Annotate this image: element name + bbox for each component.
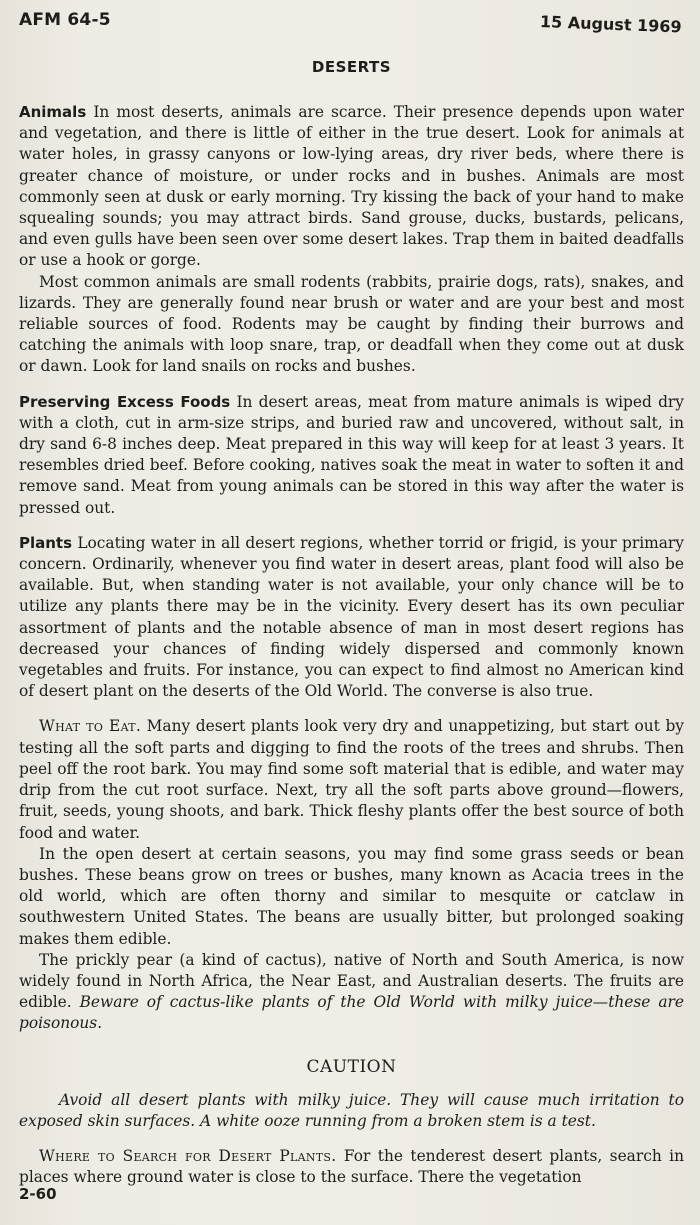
publication-date: 15 August 1969 [539,12,683,37]
preserving-heading: Preserving Excess Foods [19,392,231,411]
caution-heading: CAUTION [306,1056,397,1077]
caution-text: Avoid all desert plants with milky juice. They will cause much irritation to exposed skin surfaces. A white ooze running from a broken stem is a test. [19,1090,684,1130]
page-number: 2-60 [19,1185,57,1203]
what-to-eat-paragraph [19,716,684,843]
animals-paragraph [19,102,684,272]
prickly-pear-paragraph [19,950,684,1035]
where-to-search-text: For the tenderest desert plants, search in places where ground water is close to the surface. There the vegetation [19,1147,684,1187]
body-text [19,102,684,1189]
page-header [19,6,684,46]
where-to-search-paragraph [19,1146,684,1188]
prickly-pear-warning: Beware of cactus-like plants of the Old World with milky juice—these are poisonous. [19,993,684,1033]
preserving-paragraph [19,392,684,519]
grass-seeds-paragraph: In the open desert at certain seasons, you may find some grass seeds or bean bushes. These beans grow on trees or bushes, many known as Acacia trees in the old world, which are often thorny and similar to mesquite or catclaw in southwestern United States. The beans are usually bitter, but prolonged soaking makes them edible. [19,844,684,948]
animals-text: In most deserts, animals are scarce. Their presence depends upon water and vegetation, and there is little of either in the true desert. Look for animals at water holes, in grassy canyons or low-lying areas, dry river beds, where there is greater chance of moisture, or under rocks and in bushes. Animals are most commonly seen at dusk or early morning. Try kissing the back of your hand to make squealing sounds; you may attract birds. Sand grouse, ducks, bustards, pelicans, and even gulls have been seen over some desert lakes. Trap them in baited deadfalls or use a hook or gorge. [19,103,684,270]
plants-heading: Plants [19,533,73,552]
section-title: DESERTS [311,58,392,76]
what-to-eat-text: Many desert plants look very dry and unappetizing, but start out by testing all the soft parts and digging to find the roots of the trees and shrubs. Then peel off the root bark. You may find some soft material that is edible, and water may drip from the cut root surface. Next, try all the soft parts above ground—flowers, fruit, seeds, young shoots, and bark. Thick fleshy plants offer the best source of both food and water. [19,717,684,842]
what-to-eat-heading: What to Eat. [39,717,142,736]
plants-text: Locating water in all desert regions, whether torrid or frigid, is your primary concern. Ordinarily, whenever you find water in desert areas, plant food will also be available. But, when standing water is not available, your only chance will be to utilize any plants there may be in the vicinity. Every desert has its own peculiar assortment of plants and the notable absence of man in most desert regions has decreased your chances of finding widely dispersed and commonly known vegetables and fruits. For instance, you can expect to find almost no American kind of desert plant on the deserts of the Old World. The converse is also true. [19,533,684,701]
prickly-pear-text: The prickly pear (a kind of cactus), native of North and South America, is now widely found in North Africa, the Near East, and Australian deserts. The fruits are edible. [19,950,684,1012]
plants-paragraph [19,533,684,703]
where-to-search-heading: Where to Search for Desert Plants. [39,1147,337,1166]
preserving-text: In desert areas, meat from mature animals is wiped dry with a cloth, cut in arm-size strips, and buried raw and uncovered, without salt, in dry sand 6-8 inches deep. Meat prepared in this way will keep for at least 3 years. It resembles dried beef. Before cooking, natives soak the meat in water to soften it and remove sand. Meat from young animals can be stored in this way after the water is pressed out. [19,392,684,517]
animals-heading: Animals [19,103,87,121]
manual-number: AFM 64-5 [19,10,111,30]
rodents-paragraph: Most common animals are small rodents (rabbits, prairie dogs, rats), snakes, and lizards. They are generally found near brush or water and are your best and most reliable sources of food. Rodents may be caught by finding their burrows and catching the animals with loop snare, trap, or deadfall when they come out at dusk or dawn. Look for land snails on rocks and bushes. [19,272,684,376]
